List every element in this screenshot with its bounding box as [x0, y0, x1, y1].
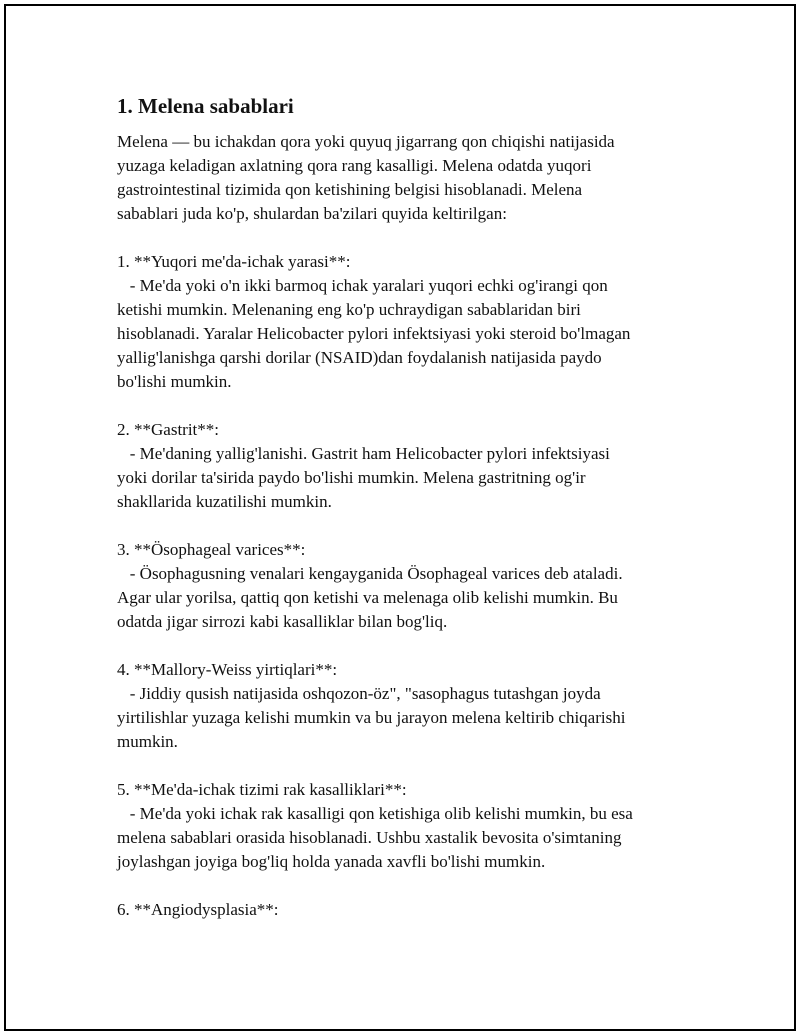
- text-line: melena sabablari orasida hisoblanadi. Ushbu xastalik bevosita o'simtaning: [117, 828, 622, 847]
- document-body: [117, 92, 707, 922]
- list-item-heading: 6. **Angiodysplasia**:: [117, 900, 279, 919]
- text-line: gastrointestinal tizimida qon ketishining belgisi hisoblanadi. Melena: [117, 180, 583, 199]
- blank-line: [117, 514, 707, 538]
- text-line: - Me'daning yallig'lanishi. Gastrit ham Helicobacter pylori infektsiyasi: [117, 444, 610, 463]
- text-line: - Me'da yoki o'n ikki barmoq ichak yaralari yuqori echki og'irangi qon: [117, 276, 608, 295]
- blank-line: [117, 394, 707, 418]
- blank-line: [117, 754, 707, 778]
- blank-line: [117, 874, 707, 898]
- text-line: sabablari juda ko'p, shulardan ba'zilari quyida keltirilgan:: [117, 204, 507, 223]
- text-line: - Jiddiy qusish natijasida oshqozon-öz", "sasophagus tutashgan joyda: [117, 684, 601, 703]
- list-item-heading: 1. **Yuqori me'da-ichak yarasi**:: [117, 252, 351, 271]
- text-line: shakllarida kuzatilishi mumkin.: [117, 492, 332, 511]
- text-line: yirtilishlar yuzaga kelishi mumkin va bu jarayon melena keltirib chiqarishi: [117, 708, 626, 727]
- blank-line: [117, 226, 707, 250]
- list-item-heading: 3. **Ösophageal varices**:: [117, 540, 306, 559]
- text-line: bo'lishi mumkin.: [117, 372, 232, 391]
- text-line: - Me'da yoki ichak rak kasalligi qon ketishiga olib kelishi mumkin, bu esa: [117, 804, 633, 823]
- text-line: hisoblanadi. Yaralar Helicobacter pylori infektsiyasi yoki steroid bo'lmagan: [117, 324, 631, 343]
- list-item-heading: 4. **Mallory-Weiss yirtiqlari**:: [117, 660, 338, 679]
- text-line: yoki dorilar ta'sirida paydo bo'lishi mumkin. Melena gastritning og'ir: [117, 468, 586, 487]
- text-line: odatda jigar sirrozi kabi kasalliklar bilan bog'liq.: [117, 612, 448, 631]
- text-line: Agar ular yorilsa, qattiq qon ketishi va melenaga olib kelishi mumkin. Bu: [117, 588, 618, 607]
- text-line: mumkin.: [117, 732, 178, 751]
- text-line: joylashgan joyiga bog'liq holda yanada xavfli bo'lishi mumkin.: [117, 852, 546, 871]
- document-title: 1. Melena sabablari: [117, 94, 294, 118]
- blank-line: [117, 634, 707, 658]
- text-line: Melena — bu ichakdan qora yoki quyuq jigarrang qon chiqishi natijasida: [117, 132, 615, 151]
- text-line: ketishi mumkin. Melenaning eng ko'p uchraydigan sabablaridan biri: [117, 300, 581, 319]
- text-line: yuzaga keladigan axlatning qora rang kasalligi. Melena odatda yuqori: [117, 156, 592, 175]
- list-item-heading: 5. **Me'da-ichak tizimi rak kasalliklari**:: [117, 780, 407, 799]
- list-item-heading: 2. **Gastrit**:: [117, 420, 219, 439]
- text-line: - Ösophagusning venalari kengayganida Ösophageal varices deb ataladi.: [117, 564, 623, 583]
- text-line: yallig'lanishga qarshi dorilar (NSAID)dan foydalanish natijasida paydo: [117, 348, 602, 367]
